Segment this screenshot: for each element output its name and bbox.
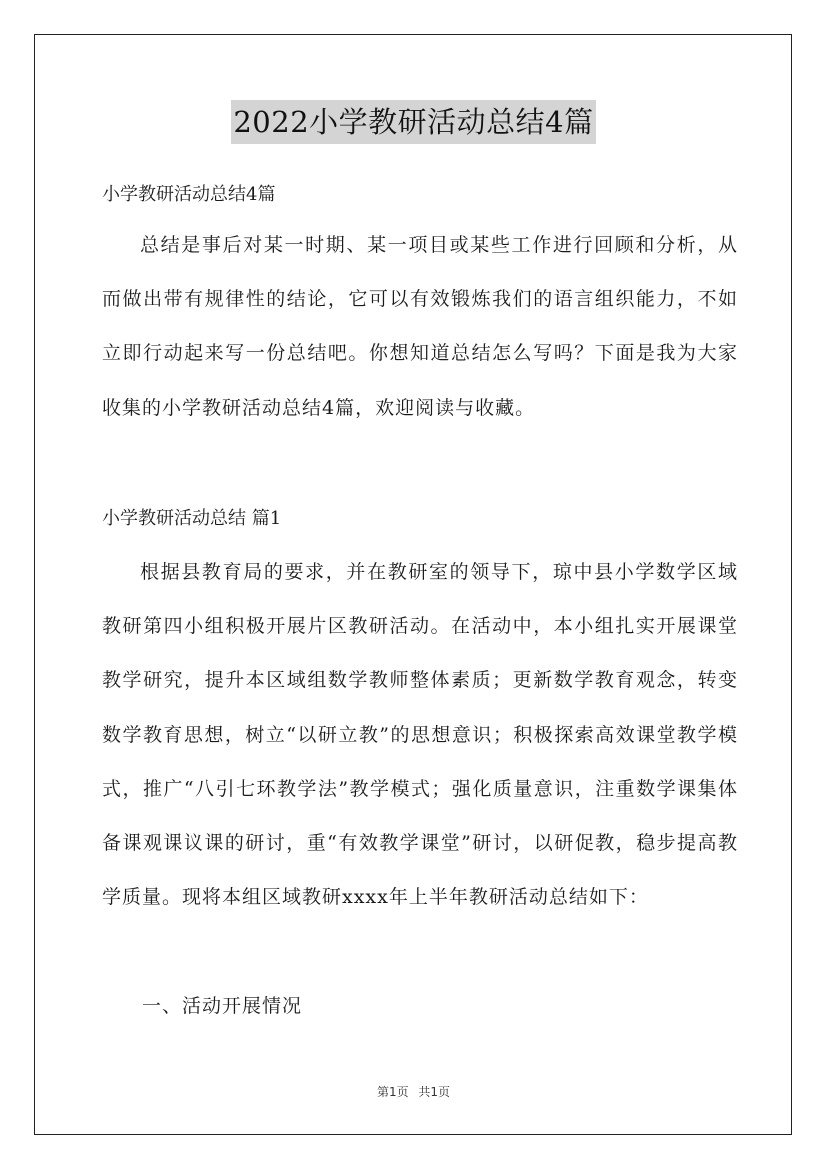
page-footer — [0, 1083, 827, 1100]
document-subtitle: 小学教研活动总结4篇 — [102, 184, 276, 205]
intro-paragraph: 总结是事后对某一时期、某一项目或某些工作进行回顾和分析，从而做出带有规律性的结论，它可以有效锻炼我们的语言组织能力，不如立即行动起来写一份总结吧。你想知道总结怎么写吗？下面是我为大家收集的小学教研活动总结4篇，欢迎阅读与收藏。 — [102, 234, 738, 419]
document-title: 2022小学教研活动总结4篇 — [231, 100, 595, 144]
section-heading: 小学教研活动总结 篇1 — [102, 508, 282, 529]
page-total: 共1页 — [418, 1085, 451, 1099]
title-container — [0, 100, 827, 144]
page-number: 第1页 — [376, 1085, 409, 1099]
sub-heading: 一、活动开展情况 — [142, 995, 303, 1017]
section-paragraph: 根据县教育局的要求，并在教研室的领导下，琼中县小学数学区域教研第四小组积极开展片区教研活动。在活动中，本小组扎实开展课堂教学研究，提升本区域组数学教师整体素质；更新数学教育观念，转变数学教育思想，树立“以研立教”的思想意识；积极探索高效课堂教学模式，推广“八引七环教学法”教学模式；强化质量意识，注重数学课集体备课观课议课的研讨，重“有效教学课堂”研讨，以研促教，稳步提高教学质量。现将本组区域教研xxxx年上半年教研活动总结如下： — [102, 561, 738, 909]
